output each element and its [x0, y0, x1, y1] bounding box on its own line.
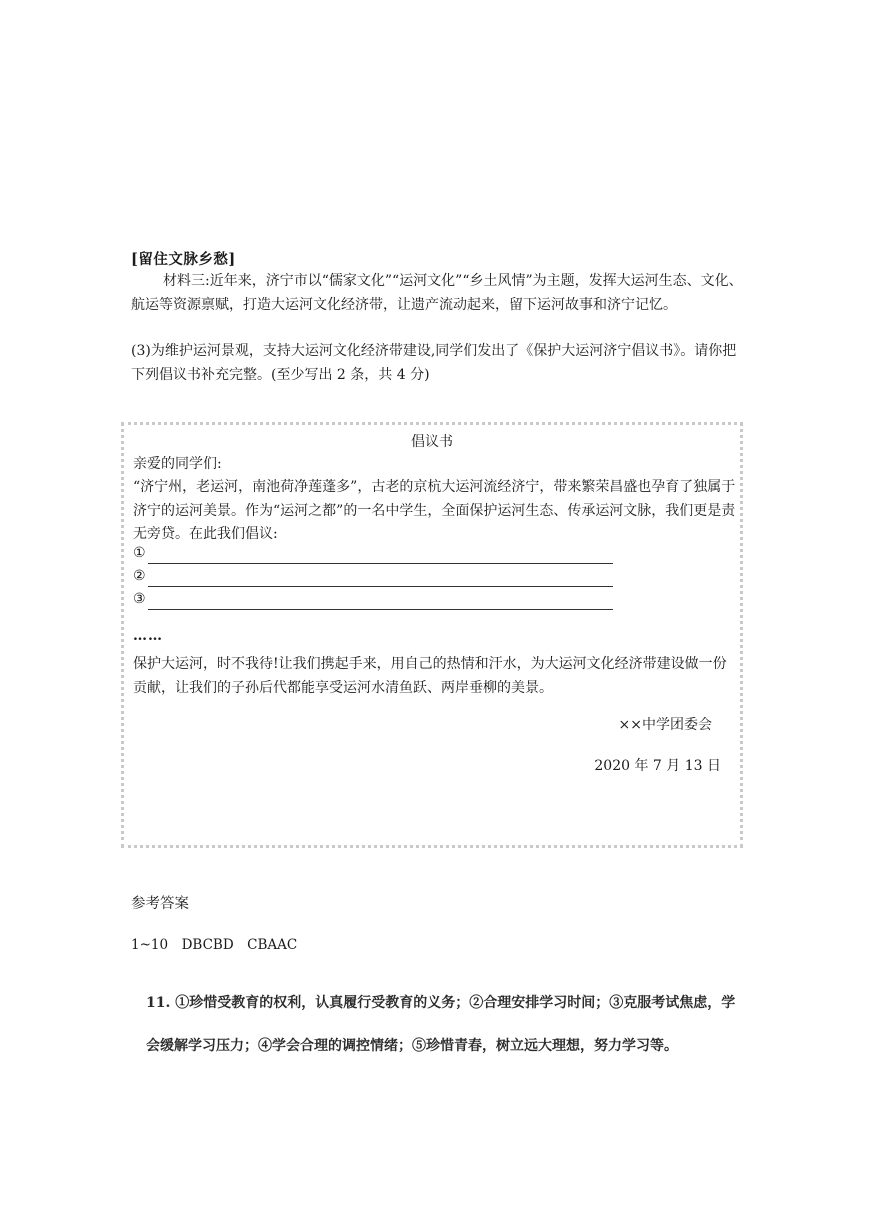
proposal-box: [121, 422, 743, 848]
answer-underline: [148, 586, 613, 587]
proposal-title: 倡议书: [411, 434, 453, 450]
proposal-ellipsis: ……: [133, 628, 163, 644]
answer-underline: [148, 609, 613, 610]
blank-line-1[interactable]: [133, 545, 613, 568]
proposal-closing: 保护大运河，时不我待!让我们携起手来，用自己的热情和汗水，为大运河文化经济带建设做一份贡献，让我们的子孙后代都能享受运河水清鱼跃、两岸垂柳的美景。: [133, 656, 727, 696]
blank-line-2[interactable]: [133, 568, 613, 591]
material-paragraph: 材料三:近年来，济宁市以“儒家文化”“运河文化”“乡土风情”为主题，发挥大运河生态、文化、航运等资源禀赋，打造大运河文化经济带，让遗产流动起来，留下运河故事和济宁记忆。: [131, 273, 743, 313]
answers-title: 参考答案: [131, 896, 189, 912]
blank-line-3[interactable]: [133, 591, 613, 614]
blank-number: ③: [133, 591, 146, 607]
blank-number: ①: [133, 545, 146, 561]
answers-multiple-choice: 1~10 DBCBD CBAAC: [131, 937, 298, 953]
proposal-date: 2020 年 7 月 13 日: [594, 758, 721, 774]
question-paragraph: (3)为维护运河景观，支持大运河文化经济带建设,同学们发出了《保护大运河济宁倡议书》。请你把 下列倡议书补充完整。(至少写出 2 条，共 4 分): [131, 343, 737, 383]
blank-number: ②: [133, 568, 146, 584]
answers-question-11: 11. ①珍惜受教育的权利，认真履行受教育的义务；②合理安排学习时间；③克服考试焦虑，学会缓解学习压力；④学会合理的调控情绪；⑤珍惜青春，树立远大理想，努力学习等。: [146, 995, 736, 1054]
proposal-salutation: 亲爱的同学们:: [133, 456, 222, 472]
answer-underline: [148, 563, 613, 564]
section-title: [留住文脉乡愁]: [131, 251, 236, 268]
proposal-intro: “济宁州，老运河，南池荷净莲蓬多”，古老的京杭大运河流经济宁，带来繁荣昌盛也孕育了独属于济宁的运河美景。作为“运河之都”的一名中学生，全面保护运河生态、传承运河文脉，我们更是责无旁贷。在此我们倡议:: [133, 479, 736, 542]
proposal-signature: ××中学团委会: [618, 717, 712, 733]
